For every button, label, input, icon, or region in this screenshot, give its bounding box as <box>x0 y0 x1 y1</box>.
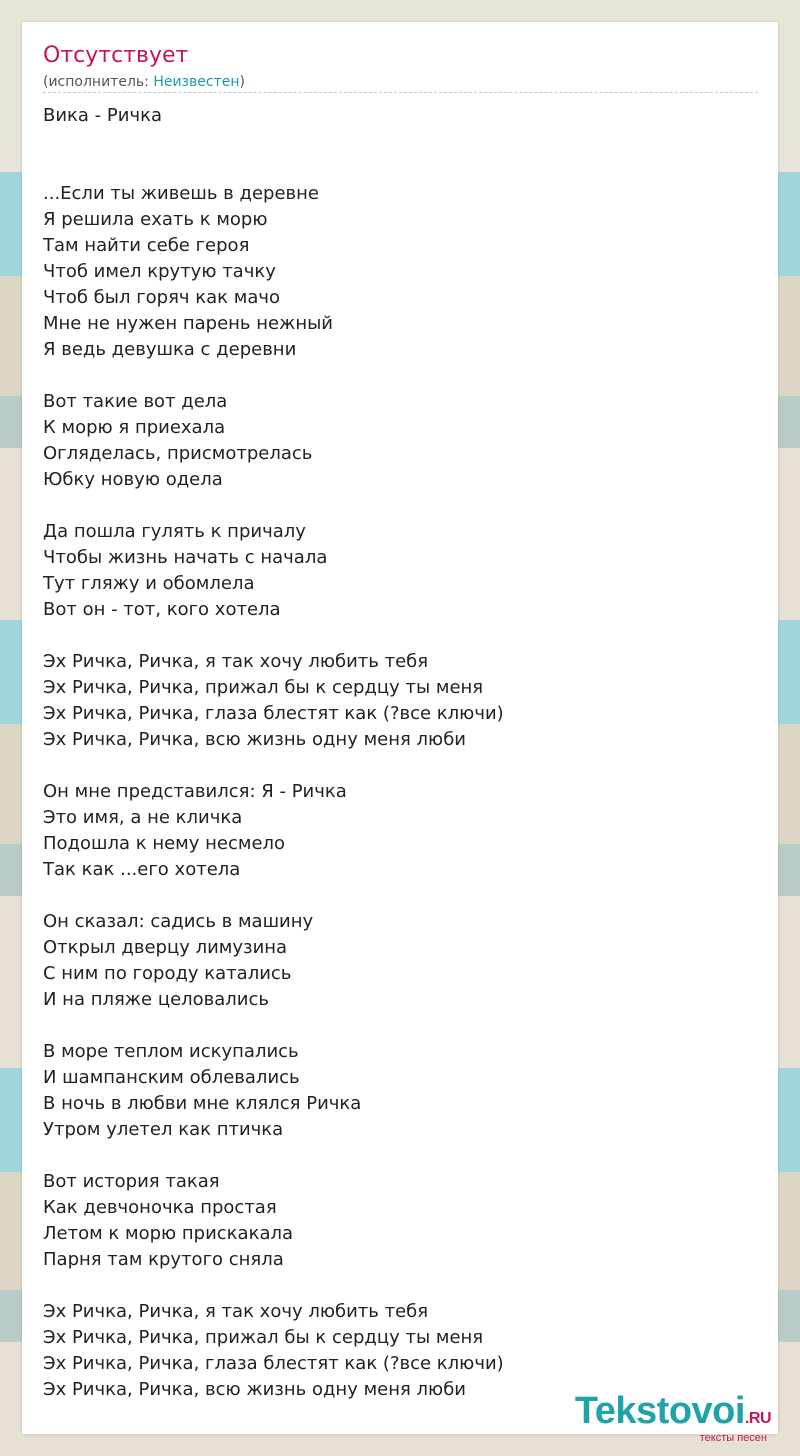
artist-line <box>43 73 245 91</box>
lyric-line <box>43 363 758 389</box>
lyric-line: Я ведь девушка с деревни <box>43 339 297 360</box>
lyric-line: Огляделась, присмотрелась <box>43 443 313 464</box>
lyric-line: Открыл дверцу лимузина <box>43 937 288 958</box>
song-title: Отсутствует <box>43 43 189 68</box>
logo-tagline: тексты песен <box>699 1432 767 1444</box>
lyric-line: Это имя, а не кличка <box>43 807 243 828</box>
lyric-line <box>43 1143 758 1169</box>
lyric-line <box>43 1273 758 1299</box>
logo-main-text: Tekstovoi <box>574 1390 745 1432</box>
site-logo[interactable] <box>575 1390 771 1444</box>
lyric-line <box>43 155 758 181</box>
lyric-line: Там найти себе героя <box>43 235 250 256</box>
lyric-line <box>43 493 758 519</box>
artist-prefix: (исполнитель: <box>43 74 154 90</box>
lyrics-text <box>43 103 758 1403</box>
lyric-line: Подошла к нему несмело <box>43 833 286 854</box>
lyric-line: Чтоб имел крутую тачку <box>43 261 276 282</box>
lyric-line: Тут гляжу и обомлела <box>43 573 255 594</box>
lyric-line: ...Если ты живешь в деревне <box>43 183 319 204</box>
lyric-line: Эх Ричка, Ричка, прижал бы к сердцу ты меня <box>43 677 484 698</box>
lyric-line: В ночь в любви мне клялся Ричка <box>43 1093 362 1114</box>
lyric-line <box>43 883 758 909</box>
lyric-line: Эх Ричка, Ричка, глаза блестят как (?все ключи) <box>43 1353 504 1374</box>
lyric-line <box>43 623 758 649</box>
lyric-line: Юбку новую одела <box>43 469 223 490</box>
dashed-divider <box>43 92 758 93</box>
lyric-line: Утром улетел как птичка <box>43 1119 284 1140</box>
lyric-line: Он сказал: садись в машину <box>43 911 314 932</box>
lyric-line: Эх Ричка, Ричка, глаза блестят как (?все ключи) <box>43 703 504 724</box>
lyric-line: Мне не нужен парень нежный <box>43 313 333 334</box>
lyric-line: Чтобы жизнь начать с начала <box>43 547 328 568</box>
lyric-line: Так как ...его хотела <box>43 859 241 880</box>
lyric-line <box>43 1013 758 1039</box>
lyric-line: Парня там крутого сняла <box>43 1249 284 1270</box>
lyric-line: Летом к морю прискакала <box>43 1223 294 1244</box>
lyric-line <box>43 129 758 155</box>
logo-tld: .RU <box>744 1410 771 1427</box>
lyric-line: Эх Ричка, Ричка, я так хочу любить тебя <box>43 1301 429 1322</box>
lyrics-card <box>22 22 778 1434</box>
lyric-line <box>43 753 758 779</box>
lyric-line: Эх Ричка, Ричка, я так хочу любить тебя <box>43 651 429 672</box>
lyric-line: Я решила ехать к морю <box>43 209 268 230</box>
lyric-line: Он мне представился: Я - Ричка <box>43 781 347 802</box>
lyric-line: Вот история такая <box>43 1171 220 1192</box>
lyric-line: И шампанским облевались <box>43 1067 300 1088</box>
lyric-line: В море теплом искупались <box>43 1041 299 1062</box>
lyric-line: Эх Ричка, Ричка, всю жизнь одну меня люби <box>43 1379 466 1400</box>
lyric-line: Вика - Ричка <box>43 105 162 126</box>
lyric-line: Вот такие вот дела <box>43 391 228 412</box>
lyric-line: Эх Ричка, Ричка, всю жизнь одну меня люби <box>43 729 466 750</box>
lyric-line: Да пошла гулять к причалу <box>43 521 306 542</box>
artist-suffix: ) <box>239 74 245 90</box>
lyric-line: Вот он - тот, кого хотела <box>43 599 281 620</box>
lyric-line: Эх Ричка, Ричка, прижал бы к сердцу ты меня <box>43 1327 484 1348</box>
artist-link[interactable]: Неизвестен <box>153 74 240 90</box>
lyric-line: С ним по городу катались <box>43 963 292 984</box>
lyric-line: И на пляже целовались <box>43 989 270 1010</box>
lyric-line: Как девчоночка простая <box>43 1197 277 1218</box>
lyric-line: К морю я приехала <box>43 417 226 438</box>
lyric-line: Чтоб был горяч как мачо <box>43 287 281 308</box>
